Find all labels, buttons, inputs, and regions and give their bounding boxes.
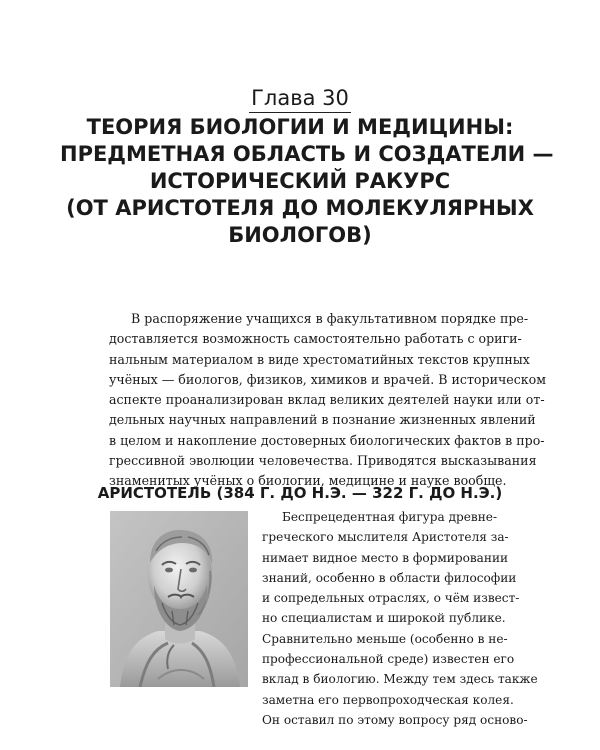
- body-line: Он оставил по этому вопросу ряд осново-: [262, 712, 528, 727]
- intro-line: грессивной эволюции человечества. Приводятся высказывания: [109, 453, 537, 469]
- intro-line: аспекте проанализирован вклад великих деятелей науки или от-: [109, 392, 545, 408]
- body-line: заметна его первопроходческая колея.: [262, 692, 514, 707]
- intro-line: доставляется возможность самостоятельно работать с ориги-: [109, 331, 522, 347]
- body-line: Беспрецедентная фигура древне-: [282, 510, 498, 524]
- chapter-title-line: БИОЛОГОВ): [228, 223, 372, 247]
- chapter-title-line: ТЕОРИЯ БИОЛОГИИ И МЕДИЦИНЫ:: [86, 115, 514, 139]
- intro-line: В распоряжение учащихся в факультативном порядке пре-: [131, 311, 529, 326]
- aristotle-portrait-icon: [110, 511, 248, 687]
- intro-line: учёных — биологов, физиков, химиков и врачей. В историческом: [109, 371, 547, 387]
- chapter-title-line: (ОТ АРИСТОТЕЛЯ ДО МОЛЕКУЛЯРНЫХ: [66, 196, 534, 220]
- chapter-title-line: ИСТОРИЧЕСКИЙ РАКУРС: [149, 169, 451, 193]
- body-line: нимает видное место в формировании: [262, 550, 509, 565]
- chapter-label: [0, 86, 600, 110]
- intro-line: нальным материалом в виде хрестоматийных текстов крупных: [109, 351, 530, 367]
- chapter-number: Глава 30: [249, 86, 351, 113]
- chapter-title-line: ПРЕДМЕТНАЯ ОБЛАСТЬ И СОЗДАТЕЛИ —: [60, 142, 554, 166]
- portrait-drawing: [110, 511, 248, 687]
- body-line: но специалистам и широкой публике.: [262, 611, 506, 626]
- body-line: греческого мыслителя Аристотеля за-: [262, 530, 509, 545]
- aristotle-paragraph: [262, 507, 538, 730]
- intro-paragraph: [109, 309, 547, 492]
- body-line: знаний, особенно в области философии: [262, 570, 517, 585]
- intro-line: дельных научных направлений в познание жизненных явлений: [109, 412, 536, 428]
- intro-line: в целом и накопление достоверных биологических фактов в про-: [109, 432, 545, 448]
- body-line: и сопредельных отраслях, о чём извест-: [262, 591, 520, 606]
- section-heading: АРИСТОТЕЛЬ (384 Г. ДО Н.Э. — 322 Г. ДО Н.Э.): [97, 484, 503, 502]
- body-line: профессиональной среде) известен его: [262, 652, 515, 667]
- chapter-title: [60, 114, 554, 249]
- intro-line: знаменитых учёных о биологии, медицине и науке вообще.: [109, 473, 507, 489]
- body-line: Сравнительно меньше (особенно в не-: [262, 631, 508, 646]
- body-line: вклад в биологию. Между тем здесь также: [262, 672, 538, 687]
